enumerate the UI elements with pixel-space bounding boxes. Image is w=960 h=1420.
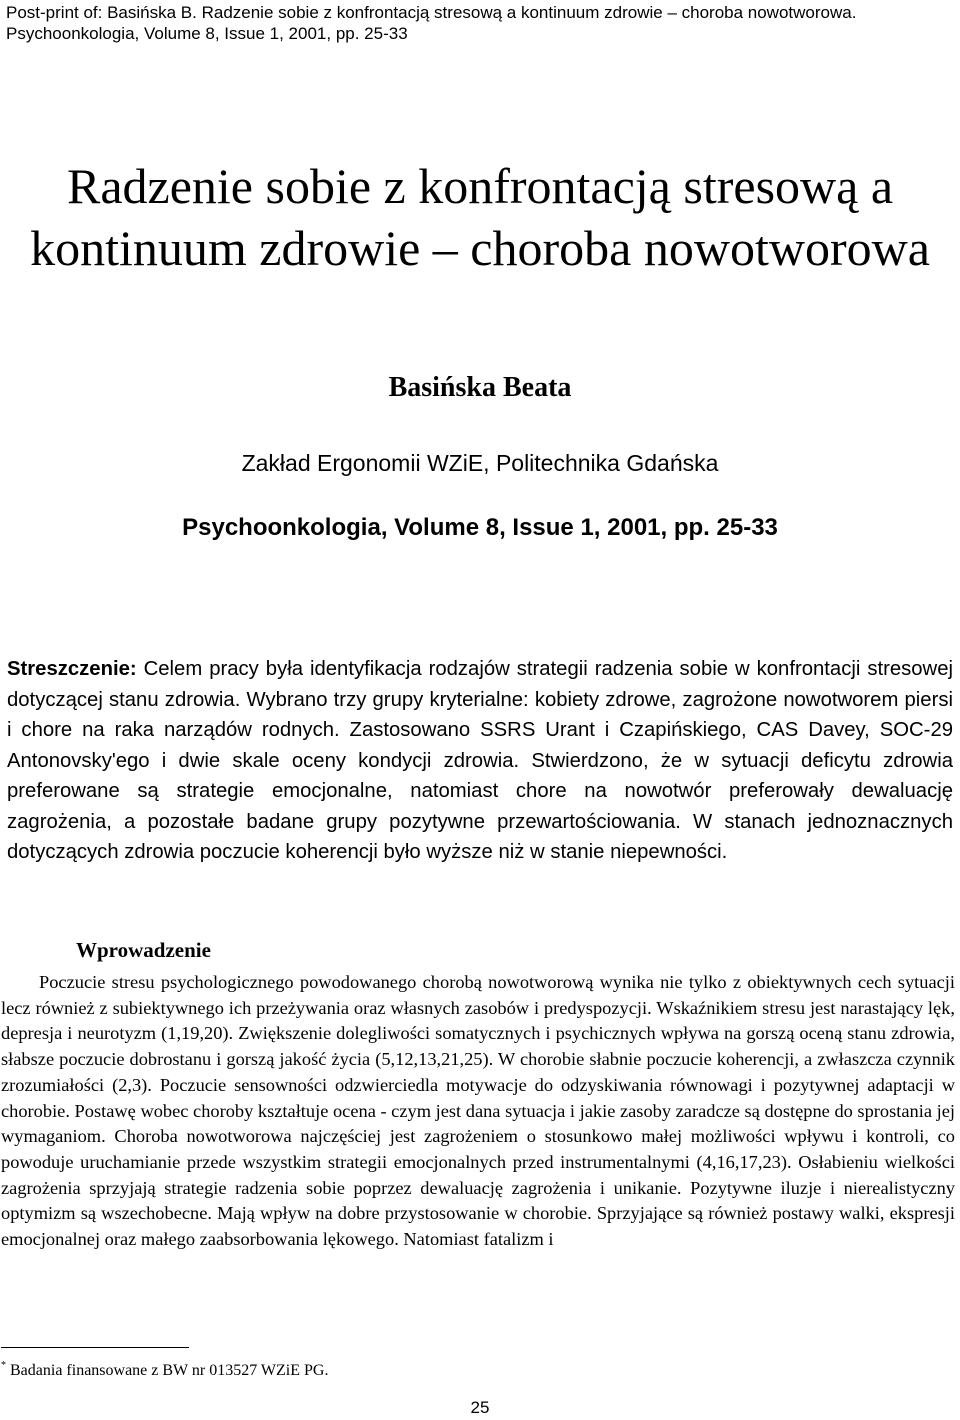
introduction-paragraph: Poczucie stresu psychologicznego powodowanego chorobą nowotworową wynika nie tylko z obiektywnych cech sytuacji lecz również z subiektywnego ich przeżywania oraz własnych zasobów i predyspozycji. Wskaźnikiem stresu jest narastający lęk, depresja i neurotyzm (1,19,20). Zwiększenie dolegliwości somatycznych i psychicznych wpływa na gorszą oceną stanu zdrowia, słabsze poczucie dobrostanu i gorszą jakość życia (5,12,13,21,25). W chorobie słabnie poczucie koherencji, a zwłaszcza czynnik zrozumiałości (2,3). Poczucie sensowności odzwierciedla motywacje do odzyskiwania równowagi i pozytywnej adaptacji w chorobie. Postawę wobec choroby kształtuje ocena - czym jest dana sytuacja i jakie zasoby zaradcze są dostępne do sprostania jej wymaganiom. Choroba nowotworowa najczęściej jest zagrożeniem o stosunkowo małej możliwości wpływu i kontroli, co powoduje uruchamianie przede wszystkim strategii emocjonalnych przed instrumentalnymi (4,16,17,23). Osłabieniu wielkości zagrożenia sprzyjają strategie radzenia sobie poprzez dewaluację zagrożenia i unikanie. Pozytywne iluzje i nierealistyczny optymizm są wszechobecne. Mają wpływ na dobre przystosowanie w chorobie. Sprzyjające są również postawy walki, ekspresji emocjonalnej oraz małego zaabsorbowania lękowego. Natomiast fatalizm i — [1, 972, 955, 1250]
article-title: Radzenie sobie z konfrontacją stresową a kontinuum zdrowie – choroba nowotworowa — [30, 158, 930, 276]
footnote — [1, 1356, 328, 1381]
postprint-notice: Post-print of: Basińska B. Radzenie sobie z konfrontacją stresową a kontinuum zdrowie – choroba nowotworowa. Psychoonkologia, Volume 8, Issue 1, 2001, pp. 25-33 — [6, 3, 857, 43]
footnote-divider — [1, 1347, 189, 1348]
article-author: Basińska Beata — [388, 372, 572, 403]
section-heading-introduction: Wprowadzenie — [76, 938, 211, 962]
page-number: 25 — [470, 1398, 490, 1417]
author-affiliation: Zakład Ergonomii WZiE, Politechnika Gdańska — [241, 450, 719, 476]
abstract-label: Streszczenie: — [7, 658, 137, 680]
abstract — [7, 654, 953, 868]
journal-citation: Psychoonkologia, Volume 8, Issue 1, 2001, pp. 25-33 — [182, 514, 778, 541]
abstract-text: Celem pracy była identyfikacja rodzajów strategii radzenia sobie w konfrontacji stresowej dotyczącej stanu zdrowia. Wybrano trzy grupy kryterialne: kobiety zdrowe, zagrożone nowotworem piersi i chore na raka narządów rodnych. Zastosowano SSRS Urant i Czapińskiego, CAS Davey, SOC-29 Antonovsky'ego i dwie skale oceny kondycji zdrowia. Stwierdzono, że w sytuacji deficytu zdrowia preferowane są strategie emocjonalne, natomiast chore na nowotwór preferowały dewaluację zagrożenia, a pozostałe badane grupy pozytywne przewartościowania. W stanach jednoznacznych dotyczących zdrowia poczucie koherencji było wyższe niż w stanie niepewności. — [7, 658, 953, 863]
footnote-marker: * — [1, 1360, 6, 1371]
footnote-text: Badania finansowane z BW nr 013527 WZiE PG. — [6, 1362, 329, 1379]
